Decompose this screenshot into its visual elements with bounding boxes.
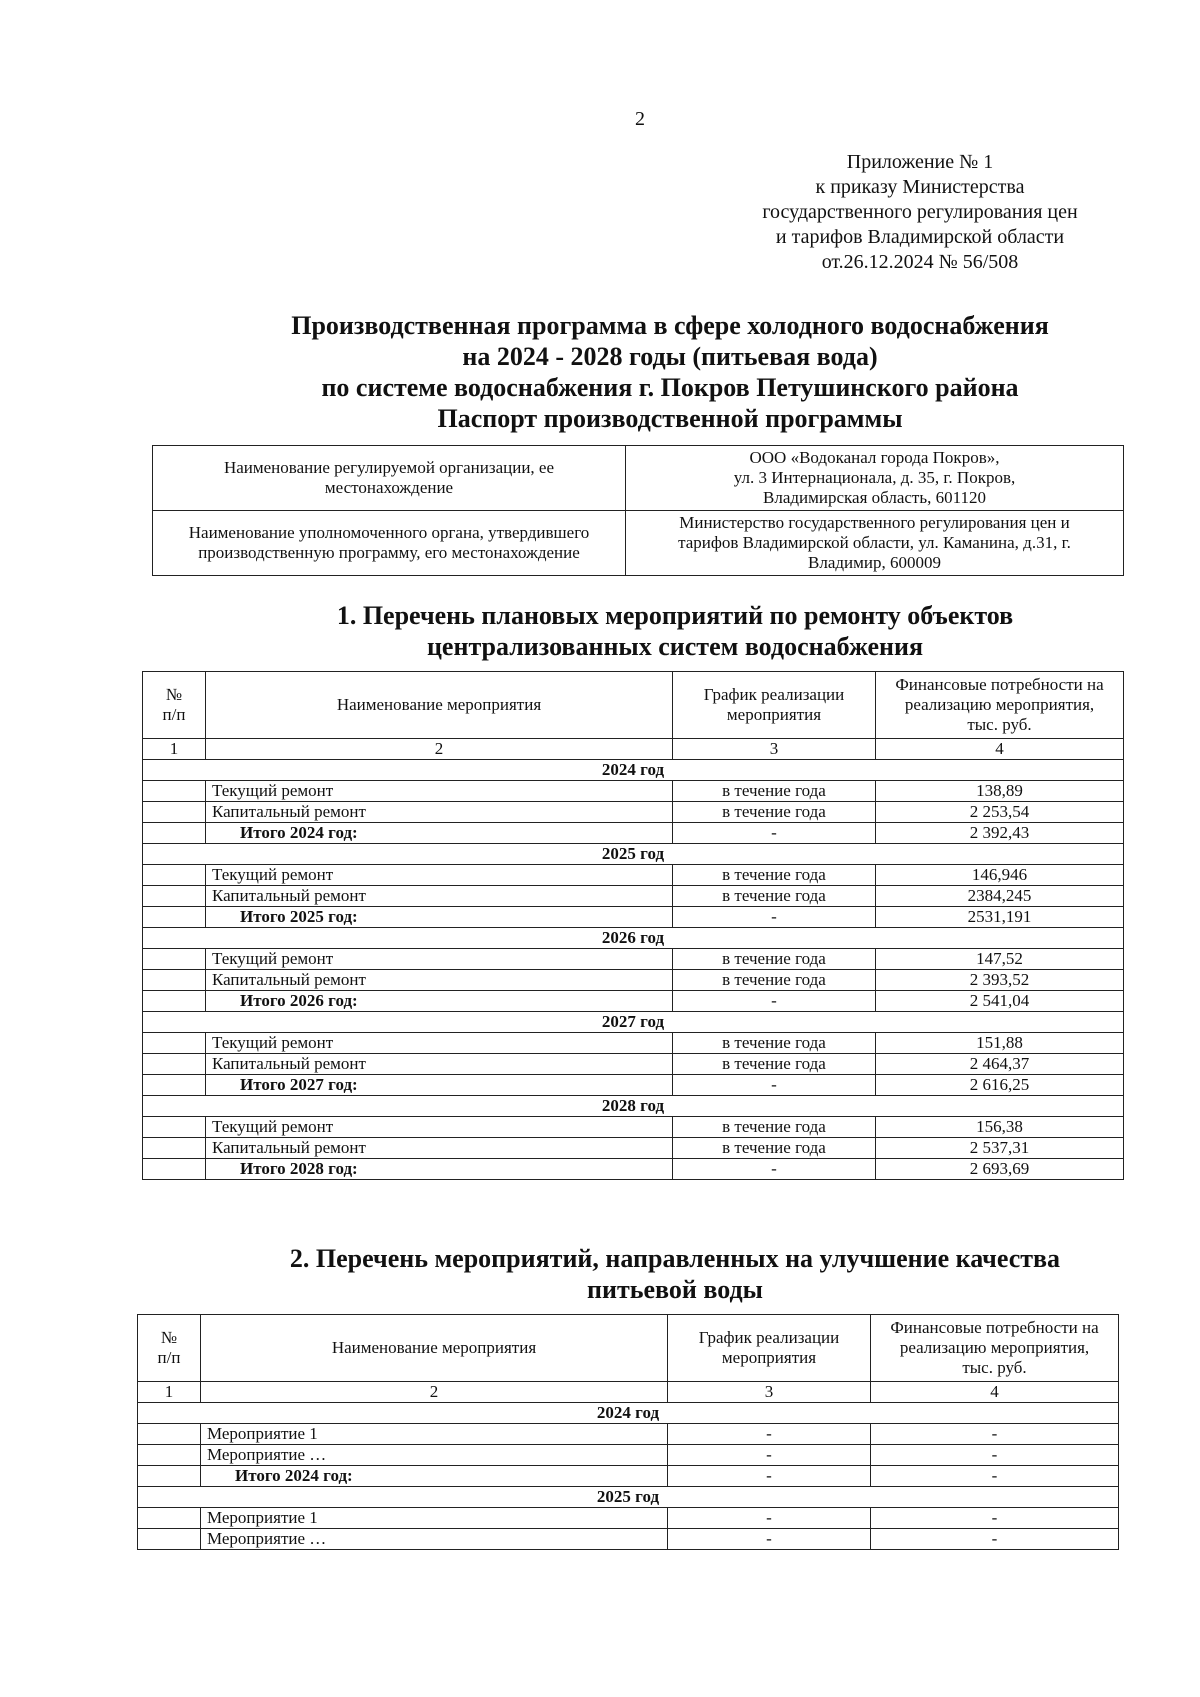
total-amount: 2531,191 bbox=[876, 907, 1124, 928]
total-label: Итого 2026 год: bbox=[206, 991, 673, 1012]
row-number bbox=[143, 781, 206, 802]
document-title bbox=[150, 310, 1190, 434]
activity-amount: 2384,245 bbox=[876, 886, 1124, 907]
title-line: на 2024 - 2028 годы (питьевая вода) bbox=[462, 342, 878, 371]
repair-plan-table bbox=[142, 671, 1124, 1180]
table-row bbox=[143, 1138, 1124, 1159]
header-text: мероприятия bbox=[726, 705, 822, 724]
row-number bbox=[138, 1508, 201, 1529]
year-row bbox=[143, 928, 1124, 949]
header-text: реализацию мероприятия, bbox=[904, 695, 1095, 714]
passport-table bbox=[152, 445, 1124, 576]
total-label: Итого 2027 год: bbox=[206, 1075, 673, 1096]
row-number bbox=[143, 1075, 206, 1096]
section-heading-line: питьевой воды bbox=[587, 1275, 763, 1304]
appendix-line: от.26.12.2024 № 56/508 bbox=[821, 251, 1019, 273]
row-number bbox=[143, 991, 206, 1012]
activity-amount: 2 253,54 bbox=[876, 802, 1124, 823]
year-row bbox=[143, 1012, 1124, 1033]
total-label: Итого 2028 год: bbox=[206, 1159, 673, 1180]
passport-row bbox=[153, 446, 1124, 511]
activity-amount: 2 464,37 bbox=[876, 1054, 1124, 1075]
header-cell-name: Наименование мероприятия bbox=[206, 672, 673, 739]
row-number bbox=[138, 1529, 201, 1550]
activity-amount: 2 393,52 bbox=[876, 970, 1124, 991]
table-row bbox=[138, 1529, 1119, 1550]
column-number: 1 bbox=[143, 739, 206, 760]
header-cell-number bbox=[143, 672, 206, 739]
header-text: Финансовые потребности на bbox=[895, 675, 1104, 694]
total-schedule: - bbox=[673, 1159, 876, 1180]
table-row bbox=[138, 1424, 1119, 1445]
passport-row bbox=[153, 511, 1124, 576]
activity-name: Мероприятие 1 bbox=[201, 1424, 668, 1445]
year-row bbox=[143, 844, 1124, 865]
activity-name: Капитальный ремонт bbox=[206, 1138, 673, 1159]
section-heading-line: 2. Перечень мероприятий, направленных на улучшение качества bbox=[289, 1244, 1061, 1273]
activity-amount: 156,38 bbox=[876, 1117, 1124, 1138]
table-row bbox=[138, 1445, 1119, 1466]
activity-schedule: - bbox=[668, 1508, 871, 1529]
activity-schedule: в течение года bbox=[673, 1054, 876, 1075]
year-label: 2025 год bbox=[138, 1487, 1119, 1508]
year-row bbox=[143, 1096, 1124, 1117]
row-number bbox=[143, 1054, 206, 1075]
row-number bbox=[143, 886, 206, 907]
row-number bbox=[143, 970, 206, 991]
activity-schedule: в течение года bbox=[673, 949, 876, 970]
header-cell-schedule bbox=[668, 1315, 871, 1382]
header-cell-finance bbox=[871, 1315, 1119, 1382]
passport-value-line: ул. 3 Интернационала, д. 35, г. Покров, bbox=[733, 468, 1016, 487]
title-line: Паспорт производственной программы bbox=[437, 404, 903, 433]
total-row bbox=[143, 907, 1124, 928]
activity-name: Мероприятие … bbox=[201, 1529, 668, 1550]
appendix-line: и тарифов Владимирской области bbox=[775, 226, 1065, 248]
activity-name: Капитальный ремонт bbox=[206, 970, 673, 991]
row-number bbox=[138, 1466, 201, 1487]
total-amount: 2 392,43 bbox=[876, 823, 1124, 844]
year-label: 2024 год bbox=[138, 1403, 1119, 1424]
total-row bbox=[143, 1159, 1124, 1180]
passport-label-line: местонахождение bbox=[324, 478, 454, 497]
total-schedule: - bbox=[673, 991, 876, 1012]
header-text: тыс. руб. bbox=[967, 715, 1032, 734]
total-row bbox=[138, 1466, 1119, 1487]
activity-name: Текущий ремонт bbox=[206, 949, 673, 970]
activity-amount: 151,88 bbox=[876, 1033, 1124, 1054]
activity-amount: - bbox=[871, 1508, 1119, 1529]
year-label: 2028 год bbox=[143, 1096, 1124, 1117]
appendix-line: Приложение № 1 bbox=[846, 151, 994, 173]
passport-value-line: Владимир, 600009 bbox=[808, 553, 941, 572]
activity-schedule: в течение года bbox=[673, 865, 876, 886]
total-amount: 2 616,25 bbox=[876, 1075, 1124, 1096]
activity-schedule: в течение года bbox=[673, 1138, 876, 1159]
section-heading-line: 1. Перечень плановых мероприятий по ремонту объектов bbox=[336, 601, 1014, 630]
row-number bbox=[143, 907, 206, 928]
passport-label-line: производственную программу, его местонахождение bbox=[198, 543, 580, 562]
total-label: Итого 2024 год: bbox=[206, 823, 673, 844]
activity-schedule: в течение года bbox=[673, 970, 876, 991]
activity-name: Текущий ремонт bbox=[206, 1033, 673, 1054]
table-header-row bbox=[143, 672, 1124, 739]
water-quality-table bbox=[137, 1314, 1119, 1550]
column-number: 4 bbox=[876, 739, 1124, 760]
passport-value bbox=[626, 446, 1124, 511]
passport-value bbox=[626, 511, 1124, 576]
passport-value-line: Владимирская область, 601120 bbox=[763, 488, 986, 507]
appendix-line: к приказу Министерства bbox=[815, 176, 1025, 198]
activity-schedule: в течение года bbox=[673, 1033, 876, 1054]
activity-amount: - bbox=[871, 1445, 1119, 1466]
year-row bbox=[138, 1403, 1119, 1424]
row-number bbox=[143, 823, 206, 844]
total-label: Итого 2024 год: bbox=[201, 1466, 668, 1487]
row-number bbox=[143, 802, 206, 823]
column-number: 2 bbox=[206, 739, 673, 760]
activity-amount: 2 537,31 bbox=[876, 1138, 1124, 1159]
year-label: 2027 год bbox=[143, 1012, 1124, 1033]
header-text: График реализации bbox=[703, 685, 845, 704]
total-amount: 2 541,04 bbox=[876, 991, 1124, 1012]
activity-schedule: в течение года bbox=[673, 886, 876, 907]
activity-amount: - bbox=[871, 1529, 1119, 1550]
header-text: тыс. руб. bbox=[962, 1358, 1027, 1377]
page-number: 2 bbox=[635, 108, 645, 130]
total-schedule: - bbox=[668, 1466, 871, 1487]
activity-amount: 138,89 bbox=[876, 781, 1124, 802]
row-number bbox=[143, 1159, 206, 1180]
header-text: п/п bbox=[157, 1348, 181, 1367]
column-number: 2 bbox=[201, 1382, 668, 1403]
activity-name: Мероприятие … bbox=[201, 1445, 668, 1466]
header-text: № bbox=[165, 685, 183, 704]
passport-label bbox=[153, 446, 626, 511]
total-schedule: - bbox=[673, 1075, 876, 1096]
header-text: Финансовые потребности на bbox=[890, 1318, 1099, 1337]
row-number bbox=[143, 865, 206, 886]
appendix-line: государственного регулирования цен bbox=[762, 201, 1078, 223]
total-amount: 2 693,69 bbox=[876, 1159, 1124, 1180]
header-text: № bbox=[160, 1328, 178, 1347]
activity-name: Капитальный ремонт bbox=[206, 886, 673, 907]
passport-value-line: тарифов Владимирской области, ул. Каманина, д.31, г. bbox=[678, 533, 1071, 552]
header-text: п/п bbox=[162, 705, 186, 724]
year-row bbox=[143, 760, 1124, 781]
activity-schedule: в течение года bbox=[673, 802, 876, 823]
activity-name: Текущий ремонт bbox=[206, 781, 673, 802]
table-row bbox=[143, 949, 1124, 970]
table-header-row bbox=[138, 1315, 1119, 1382]
activity-amount: 146,946 bbox=[876, 865, 1124, 886]
header-cell-number bbox=[138, 1315, 201, 1382]
table-row bbox=[143, 970, 1124, 991]
activity-name: Мероприятие 1 bbox=[201, 1508, 668, 1529]
passport-value-line: ООО «Водоканал города Покров», bbox=[749, 448, 1000, 467]
column-number: 3 bbox=[673, 739, 876, 760]
activity-name: Текущий ремонт bbox=[206, 1117, 673, 1138]
table-row bbox=[143, 865, 1124, 886]
year-label: 2026 год bbox=[143, 928, 1124, 949]
section2-heading bbox=[150, 1243, 1200, 1305]
year-row bbox=[138, 1487, 1119, 1508]
column-number-row bbox=[143, 739, 1124, 760]
activity-schedule: в течение года bbox=[673, 1117, 876, 1138]
section-heading-line: централизованных систем водоснабжения bbox=[426, 632, 924, 661]
year-label: 2024 год bbox=[143, 760, 1124, 781]
activity-name: Капитальный ремонт bbox=[206, 1054, 673, 1075]
header-text: реализацию мероприятия, bbox=[899, 1338, 1090, 1357]
header-text: мероприятия bbox=[721, 1348, 817, 1367]
title-line: по системе водоснабжения г. Покров Петушинского района bbox=[321, 373, 1019, 402]
activity-schedule: - bbox=[668, 1445, 871, 1466]
activity-schedule: - bbox=[668, 1529, 871, 1550]
activity-amount: 147,52 bbox=[876, 949, 1124, 970]
total-label: Итого 2025 год: bbox=[206, 907, 673, 928]
column-number-row bbox=[138, 1382, 1119, 1403]
header-cell-finance bbox=[876, 672, 1124, 739]
header-cell-schedule bbox=[673, 672, 876, 739]
header-text: График реализации bbox=[698, 1328, 840, 1347]
column-number: 4 bbox=[871, 1382, 1119, 1403]
activity-name: Капитальный ремонт bbox=[206, 802, 673, 823]
column-number: 1 bbox=[138, 1382, 201, 1403]
total-row bbox=[143, 1075, 1124, 1096]
column-number: 3 bbox=[668, 1382, 871, 1403]
table-row bbox=[143, 802, 1124, 823]
section1-heading bbox=[150, 600, 1200, 662]
table-row bbox=[143, 1033, 1124, 1054]
activity-schedule: - bbox=[668, 1424, 871, 1445]
passport-label-line: Наименование уполномоченного органа, утвердившего bbox=[188, 523, 590, 542]
row-number bbox=[143, 1117, 206, 1138]
row-number bbox=[143, 1138, 206, 1159]
table-row bbox=[143, 781, 1124, 802]
passport-label-line: Наименование регулируемой организации, ее bbox=[223, 458, 555, 477]
row-number bbox=[138, 1445, 201, 1466]
passport-value-line: Министерство государственного регулирования цен и bbox=[679, 513, 1070, 532]
row-number bbox=[143, 1033, 206, 1054]
row-number bbox=[138, 1424, 201, 1445]
total-amount: - bbox=[871, 1466, 1119, 1487]
table-row bbox=[143, 886, 1124, 907]
total-schedule: - bbox=[673, 907, 876, 928]
table-row bbox=[143, 1054, 1124, 1075]
year-label: 2025 год bbox=[143, 844, 1124, 865]
header-cell-name: Наименование мероприятия bbox=[201, 1315, 668, 1382]
activity-name: Текущий ремонт bbox=[206, 865, 673, 886]
appendix-block bbox=[710, 150, 1130, 275]
activity-amount: - bbox=[871, 1424, 1119, 1445]
total-schedule: - bbox=[673, 823, 876, 844]
table-row bbox=[138, 1508, 1119, 1529]
table-row bbox=[143, 1117, 1124, 1138]
total-row bbox=[143, 823, 1124, 844]
title-line: Производственная программа в сфере холодного водоснабжения bbox=[291, 311, 1049, 340]
activity-schedule: в течение года bbox=[673, 781, 876, 802]
row-number bbox=[143, 949, 206, 970]
passport-label bbox=[153, 511, 626, 576]
total-row bbox=[143, 991, 1124, 1012]
